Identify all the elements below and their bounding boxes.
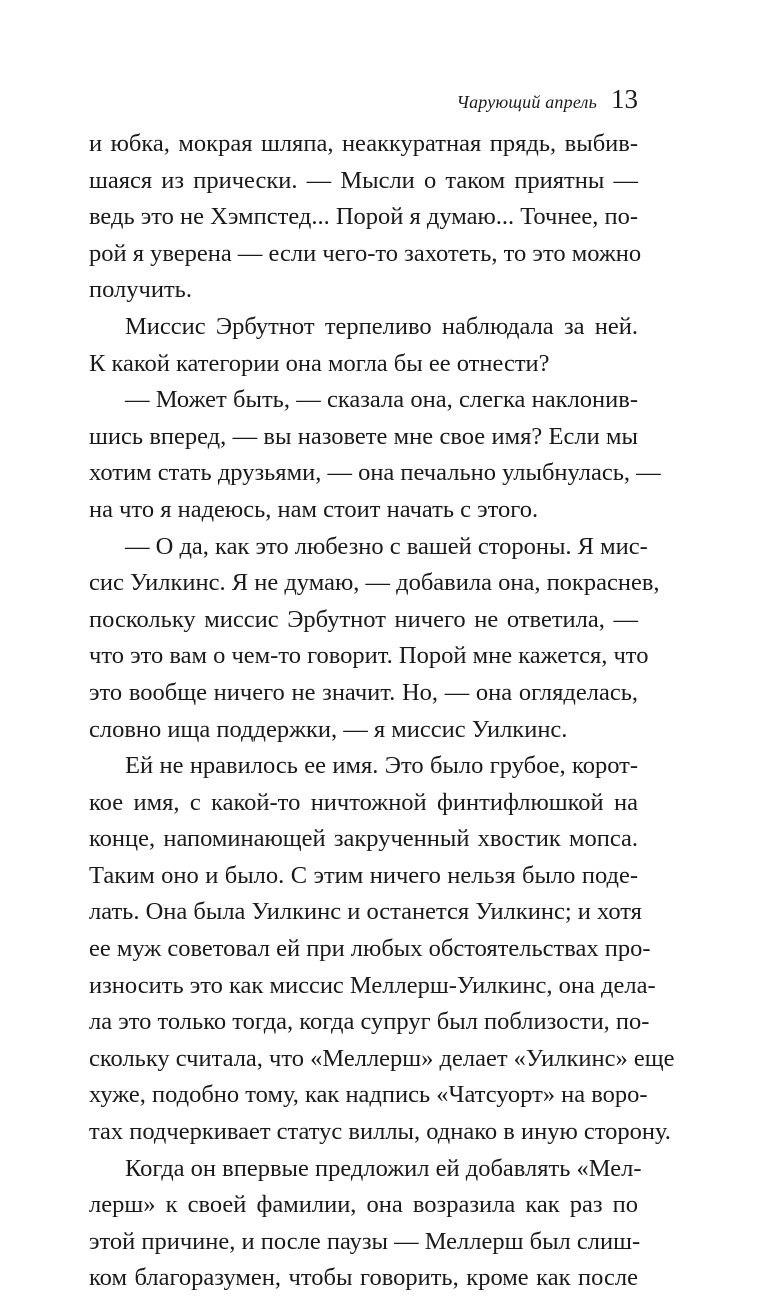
text-line: Когда он впервые предложил ей добавлять «Мел- (125, 1154, 642, 1182)
paragraph (89, 309, 638, 382)
text-line: конце, напоминающей закрученный хвостик мопса. (89, 825, 638, 853)
text-line: лерш» к своей фамилии, она возразила как раз по (89, 1191, 638, 1219)
text-line: лать. Она была Уилкинс и останется Уилкинс; и хотя (89, 898, 642, 926)
paragraph (89, 382, 661, 528)
text-line: шаяся из прически. — Мысли о таком приятны — (89, 166, 638, 194)
text-line: скольку считала, что «Меллерш» делает «Уилкинс» еще (89, 1044, 675, 1072)
text-line: шись вперед, — вы назовете мне свое имя? Если мы (89, 422, 638, 450)
text-line: что это вам о чем-то говорит. Порой мне кажется, что (89, 642, 649, 670)
text-line: хуже, подобно тому, как надпись «Чатсуорт» на воро- (89, 1081, 648, 1109)
paragraph (89, 126, 642, 309)
text-line: этой причине, и после паузы — Меллерш был слиш- (89, 1227, 641, 1255)
page-number: 13 (611, 84, 638, 114)
text-line: тах подчеркивает статус виллы, однако в иную сторону. (89, 1118, 671, 1146)
text-line: сис Уилкинс. Я не думаю, — добавила она, покраснев, (89, 569, 660, 597)
running-title: Чарующий апрель (456, 92, 597, 112)
text-line: Ей не нравилось ее имя. Это было грубое, корот- (125, 752, 638, 780)
text-line: поскольку миссис Эрбутнот ничего не ответила, — (89, 605, 638, 633)
paragraph (89, 529, 660, 749)
running-head (456, 84, 638, 115)
text-line: на что я надеюсь, нам стоит начать с этого. (89, 495, 539, 523)
paragraph (89, 748, 675, 1151)
text-line: ее муж советовал ей при любых обстоятельствах про- (89, 935, 651, 963)
text-line: износить это как миссис Меллерш-Уилкинс, она дела- (89, 971, 656, 999)
text-line: Миссис Эрбутнот терпеливо наблюдала за ней. (125, 312, 638, 340)
text-line: — О да, как это любезно с вашей стороны. Я мис- (125, 532, 648, 560)
text-line: и юбка, мокрая шляпа, неаккуратная прядь, выбив- (89, 130, 638, 157)
text-line: это вообще ничего не значит. Но, — она огляделась, (89, 678, 638, 706)
body-text (89, 126, 675, 1297)
text-line: ведь это не Хэмпстед... Порой я думаю... Точнее, по- (89, 203, 639, 231)
text-line: Таким оно и было. С этим ничего нельзя было поде- (89, 861, 638, 889)
text-line: — Может быть, — сказала она, слегка наклонив- (125, 386, 638, 414)
paragraph (89, 1151, 642, 1297)
text-line: словно ища поддержки, — я миссис Уилкинс. (89, 715, 568, 743)
text-line: ла это только тогда, когда супруг был поблизости, по- (89, 1008, 650, 1036)
text-line: рой я уверена — если чего-то захотеть, то это можно (89, 239, 642, 267)
text-line: получить. (89, 276, 192, 304)
text-line: хотим стать друзьями, — она печально улыбнулась, — (89, 459, 661, 487)
text-line: ком благоразумен, чтобы говорить, кроме как после (89, 1264, 638, 1292)
text-line: К какой категории она могла бы ее отнести? (89, 349, 550, 377)
text-line: кое имя, с какой-то ничтожной финтифлюшкой на (89, 788, 638, 816)
